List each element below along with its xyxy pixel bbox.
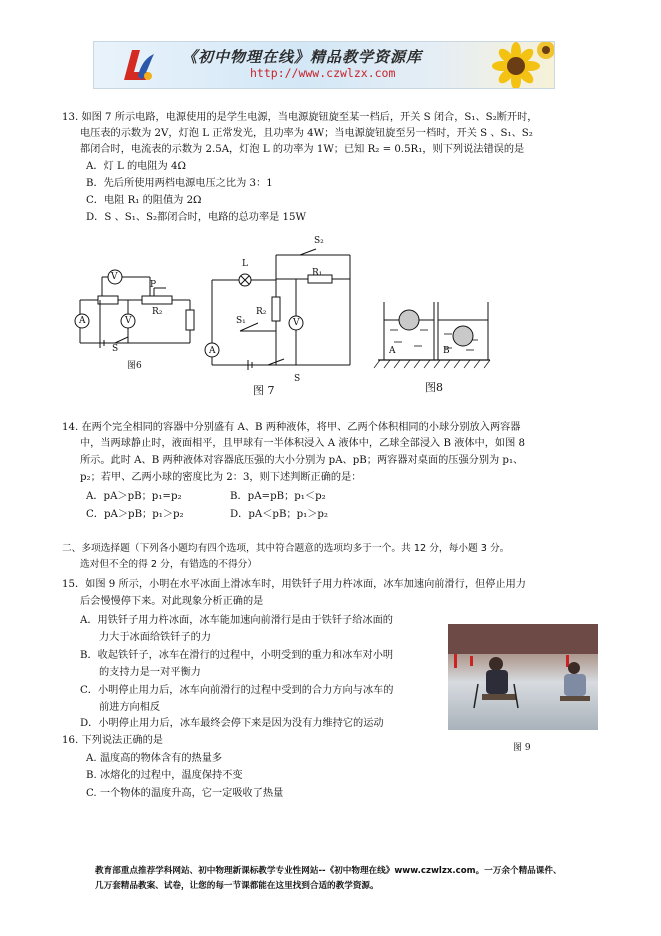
fig7-label-s1: S₁ [236, 316, 246, 326]
q13-option-c: C．电阻 R₁ 的阻值为 2Ω [86, 195, 202, 206]
q16-option-c: C. 一个物体的温度升高，它一定吸收了热量 [86, 788, 284, 799]
fig6-label-slider-p: P [150, 280, 157, 290]
section-2-line-1: 二、多项选择题（下列各小题均有四个选项，其中符合题意的选项均多于一个。共 12 分，每小题 3 分。 [62, 543, 510, 554]
fig6-label-voltmeter-top: V [111, 272, 118, 282]
q15-line-1: 15．如图 9 所示，小明在水平冰面上滑冰车时，用铁钎子用力杵冰面，冰车加速向前滑行，但停止用力 [62, 579, 526, 590]
q15-option-c: C．小明停止用力后，冰车向前滑行的过程中受到的合力方向与冰车的 [80, 685, 394, 696]
q15-option-a-cont: 力大于冰面给铁钎子的力 [99, 632, 212, 643]
banner-url[interactable]: http://www.czwlzx.com [250, 66, 396, 80]
q13-option-b: B．先后所使用两档电源电压之比为 3：1 [86, 178, 273, 189]
fig7-label-lamp: L [242, 259, 248, 269]
q16-option-b: B. 冰熔化的过程中，温度保持不变 [86, 770, 243, 781]
q15-option-c-cont: 前进方向相反 [99, 702, 161, 713]
q14-option-b: B．pA=pB；p₁＜p₂ [230, 491, 326, 502]
q15-option-d: D．小明停止用力后，冰车最终会停下来是因为没有力维持它的运动 [80, 718, 384, 729]
section-2-line-2: 选对但不全的得 2 分，有错选的不得分） [80, 559, 258, 570]
fig6-label-switch: S [112, 344, 119, 354]
fig6-label-r2: R₂ [152, 307, 163, 317]
fig7-caption: 图 7 [253, 384, 275, 397]
figure-6-circuit [70, 255, 200, 370]
q13-option-a: A．灯 L 的电阻为 4Ω [86, 161, 186, 172]
fig7-label-s2: S₂ [314, 236, 324, 246]
fig7-label-r2: R₂ [256, 307, 267, 317]
banner-title: 《初中物理在线》精品教学资源库 [182, 48, 423, 66]
fig7-label-r1: R₁ [312, 268, 323, 278]
figure-7-circuit [200, 235, 360, 380]
figure-8-containers [370, 290, 500, 372]
q13-line-3: 都闭合时，电流表的示数为 2.5A，灯泡 L 的功率为 1W；已知 R₂ = 0.5R₁，则下列说法错误的是 [80, 144, 525, 155]
fig7-label-ammeter: A [209, 346, 216, 356]
q16-option-a: A. 温度高的物体含有的热量多 [86, 753, 223, 764]
q14-line-3: 所示。此时 A、B 两种液体对容器底压强的大小分别为 pA、pB；两容器对桌面的压强分别为 p₁、 [80, 455, 524, 466]
q16-stem: 16. 下列说法正确的是 [62, 735, 163, 746]
q14-option-c: C．pA＞pB；p₁＞p₂ [86, 509, 184, 520]
fig6-caption: 图6 [127, 361, 142, 371]
q14-line-4: p₂；若甲、乙两小球的密度比为 2：3，则下述判断正确的是： [80, 472, 362, 483]
header-banner [93, 41, 555, 89]
q15-option-b-cont: 的支持力是一对平衡力 [99, 667, 201, 678]
figure-9-photo [448, 624, 598, 730]
q14-option-d: D．pA＜pB；p₁＞p₂ [230, 509, 329, 520]
q15-option-b: B．收起铁钎子，冰车在滑行的过程中，小明受到的重力和冰车对小明 [80, 650, 394, 661]
q14-option-a: A．pA＞pB；p₁=p₂ [86, 491, 182, 502]
fig7-label-voltmeter: V [293, 318, 300, 328]
fig6-label-ammeter: A [79, 316, 86, 326]
sunflower-icon [486, 42, 554, 88]
q13-option-d: D．S 、S₁、S₂都闭合时，电路的总功率是 15W [86, 212, 306, 223]
site-logo-icon [120, 46, 156, 84]
fig8-label-a: A [389, 346, 396, 356]
q13-line-1: 13. 如图 7 所示电路，电源使用的是学生电源，当电源旋钮旋至某一档后，开关 S 闭合，S₁、S₂断开时， [62, 112, 538, 123]
ice-sled-photo-illustration [448, 624, 598, 730]
fig8-caption: 图8 [425, 381, 443, 394]
fig6-label-voltmeter: V [125, 316, 132, 326]
fig8-label-b: B [443, 346, 450, 356]
q14-line-2: 中，当两球静止时，液面相平，且甲球有一半体积浸入 A 液体中，乙球全部浸入 B 液体中，如图 8 [80, 438, 526, 449]
fig7-label-switch: S [294, 374, 301, 384]
q13-line-2: 电压表的示数为 2V，灯泡 L 正常发光，且功率为 4W；当电源旋钮旋至另一档时，开关 S 、S₁、S₂ [80, 128, 533, 139]
footer-line-1: 教育部重点推荐学科网站、初中物理新课标教学专业性网站--《初中物理在线》www.czwlzx.com。一万余个精品课件、 [95, 866, 562, 876]
q15-option-a: A．用铁钎子用力杵冰面，冰车能加速向前滑行是由于铁钎子给冰面的 [80, 615, 393, 626]
q15-line-2: 后会慢慢停下来。对此现象分析正确的是 [80, 596, 264, 607]
fig9-caption: 图 9 [513, 743, 531, 753]
q14-line-1: 14. 在两个完全相同的容器中分别盛有 A、B 两种液体，将甲、乙两个体积相同的小球分别放入两容器 [62, 422, 521, 433]
footer-line-2: 几万套精品教案、试卷，让您的每一节课都能在这里找到合适的教学资源。 [95, 881, 379, 891]
